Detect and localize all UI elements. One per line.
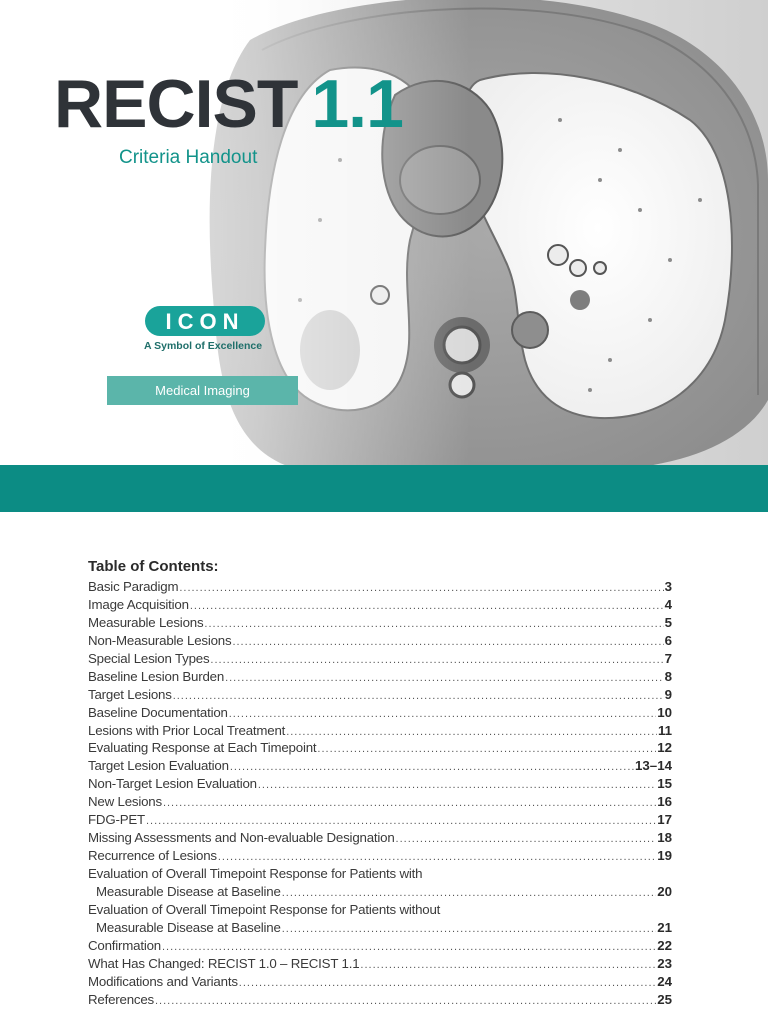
toc-entry-label: Measurable Lesions [88,614,204,630]
document-subtitle: Criteria Handout [119,147,258,168]
toc-entry-line [88,829,672,847]
cover-section [0,0,768,465]
toc-heading: Table of Contents: [88,558,219,575]
toc-entry-line [88,739,672,757]
toc-entry[interactable] [88,811,672,829]
toc-entry-page: 23 [657,955,672,971]
toc-entry-label: Baseline Documentation [88,704,228,720]
toc-entry-label-continued: Measurable Disease at Baseline [96,919,281,935]
toc-entry-page: 8 [664,668,672,684]
toc-entry-label: Basic Paradigm [88,579,179,594]
toc-entry-label: FDG-PET [88,812,145,828]
toc-dot-leader [163,795,656,811]
toc-entry-line [88,686,672,704]
toc-entry[interactable] [88,937,672,955]
toc-entry-page: 16 [657,794,672,810]
toc-list [88,578,672,1009]
toc-entry-label: Baseline Lesion Burden [88,668,225,684]
toc-entry-label: References [88,991,154,1007]
toc-entry-label: Recurrence of Lesions [88,848,217,864]
toc-entry-page: 5 [664,614,672,630]
toc-entry-label: New Lesions [88,794,162,810]
toc-dot-leader [282,885,657,901]
toc-entry-line [88,973,672,991]
toc-dot-leader [239,975,656,991]
toc-entry-page: 18 [657,830,672,846]
toc-entry[interactable] [88,668,672,686]
toc-entry-page: 21 [657,919,672,935]
toc-entry-line [88,722,672,740]
toc-entry-page: 19 [657,848,672,864]
toc-entry-page: 20 [657,883,672,899]
toc-entry-line [88,596,672,614]
toc-entry-page: 4 [664,596,672,612]
toc-entry-label: Evaluating Response at Each Timepoint [88,740,317,756]
toc-entry[interactable] [88,596,672,614]
department-badge: Medical Imaging [107,376,298,405]
toc-entry[interactable] [88,793,672,811]
toc-dot-leader [232,634,663,650]
toc-entry-line [88,668,672,686]
toc-dot-leader [317,741,656,757]
toc-entry-line [88,883,672,901]
toc-entry-label: Confirmation [88,937,161,953]
toc-dot-leader [360,957,656,973]
toc-entry-label: Lesions with Prior Local Treatment [88,722,286,738]
toc-dot-leader [229,706,656,722]
toc-entry[interactable] [88,686,672,704]
toc-entry[interactable] [88,955,672,973]
table-of-contents [88,555,672,1009]
toc-entry-label: Image Acquisition [88,596,189,612]
toc-entry[interactable] [88,578,672,596]
teal-divider-band [0,465,768,512]
toc-entry-line [88,632,672,650]
toc-entry-label: Special Lesion Types [88,650,210,666]
toc-dot-leader [155,993,656,1009]
toc-entry-page: 17 [657,812,672,828]
toc-entry-label: Non-Target Lesion Evaluation [88,776,257,792]
toc-entry-first-line [88,865,672,883]
toc-dot-leader [162,939,656,955]
toc-entry-line [88,614,672,632]
toc-entry-label: Evaluation of Overall Timepoint Response for Patients with [88,866,423,881]
toc-entry[interactable] [88,739,672,757]
toc-dot-leader [179,580,663,596]
toc-dot-leader [258,777,656,793]
toc-entry-label: Target Lesions [88,686,172,702]
toc-entry[interactable] [88,650,672,668]
toc-dot-leader [146,813,656,829]
toc-entry-page: 22 [657,937,672,953]
toc-dot-leader [218,849,656,865]
toc-entry-page: 3 [664,579,672,594]
toc-entry-first-line [88,901,672,919]
toc-entry[interactable] [88,757,672,775]
toc-entry-line [88,919,672,937]
toc-entry-page: 7 [664,650,672,666]
toc-dot-leader [173,688,664,704]
toc-entry-label: Non-Measurable Lesions [88,632,232,648]
toc-entry-label: Evaluation of Overall Timepoint Response for Patients without [88,901,441,917]
toc-entry-line [88,847,672,865]
toc-entry-label: Target Lesion Evaluation [88,758,229,774]
toc-entry[interactable] [88,775,672,793]
toc-dot-leader [204,616,663,632]
toc-entry-line [88,775,672,793]
toc-entry-line [88,578,672,596]
toc-entry[interactable] [88,722,672,740]
toc-entry[interactable] [88,704,672,722]
toc-dot-leader [282,921,657,937]
toc-entry[interactable] [88,847,672,865]
toc-entry-page: 9 [664,686,672,702]
toc-entry-page: 6 [664,632,672,648]
logo-text: ICON [165,309,245,334]
toc-dot-leader [396,831,657,847]
logo-tagline: A Symbol of Excellence [144,340,263,352]
toc-entry-line [88,650,672,668]
toc-entry-page: 12 [657,740,672,756]
document-title [54,66,403,142]
toc-entry-page: 13–14 [635,758,672,774]
toc-entry-label: What Has Changed: RECIST 1.0 – RECIST 1.1 [88,955,360,971]
toc-entry-page: 11 [657,722,672,738]
toc-entry-line [88,757,672,775]
toc-dot-leader [210,652,663,668]
toc-entry-page: 24 [657,973,672,989]
toc-entry-line [88,955,672,973]
toc-entry-label: Missing Assessments and Non-evaluable Designation [88,830,395,846]
toc-entry-page: 25 [657,991,672,1007]
toc-entry-line [88,937,672,955]
toc-entry[interactable] [88,865,672,901]
toc-dot-leader [190,598,664,614]
toc-dot-leader [286,724,657,740]
toc-entry-page: 15 [657,776,672,792]
title-word: RECIST [54,66,298,142]
toc-entry[interactable] [88,632,672,650]
toc-entry[interactable] [88,973,672,991]
toc-entry-line [88,811,672,829]
toc-entry-page: 10 [657,704,672,720]
toc-entry-label: Modifications and Variants [88,973,238,989]
toc-dot-leader [225,670,664,686]
icon-logo [145,306,265,336]
toc-dot-leader [230,759,634,775]
toc-entry[interactable] [88,829,672,847]
title-version: 1.1 [311,66,403,142]
toc-entry-line [88,704,672,722]
toc-entry-line [88,991,672,1009]
toc-entry-label-continued: Measurable Disease at Baseline [96,883,281,899]
toc-entry[interactable] [88,901,672,937]
toc-entry-line [88,793,672,811]
toc-entry[interactable] [88,614,672,632]
toc-entry[interactable] [88,991,672,1009]
